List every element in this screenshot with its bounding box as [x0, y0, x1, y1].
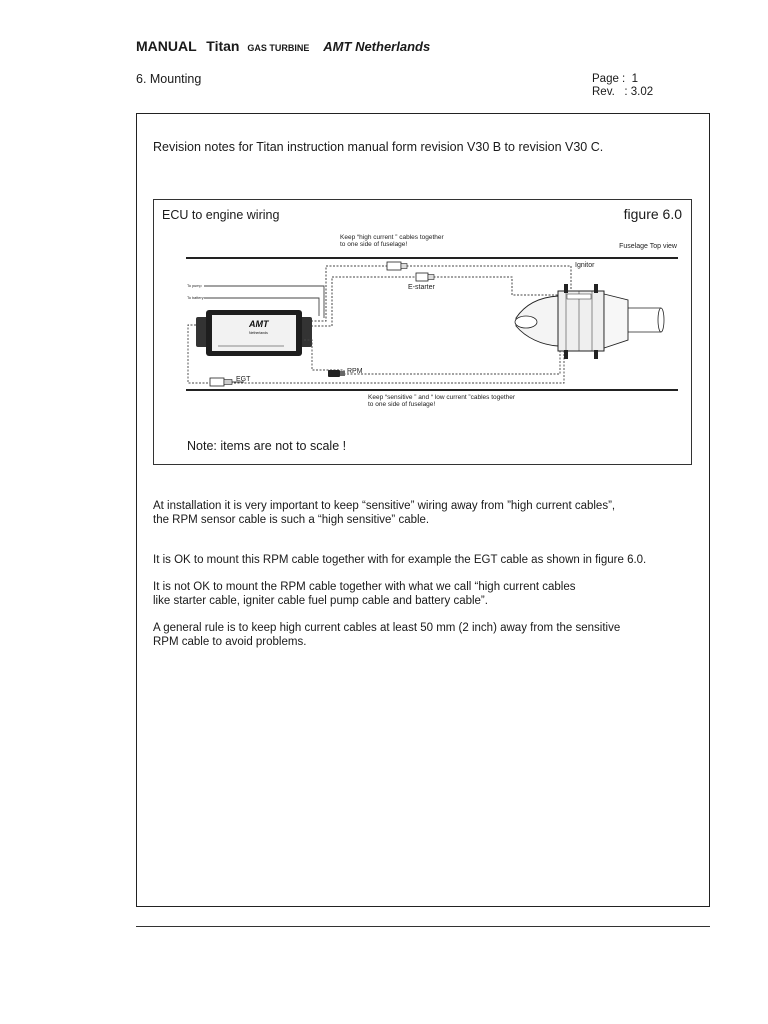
p4-line1: A general rule is to keep high current cables at least 50 mm (2 inch) away from the sensitive [153, 622, 621, 634]
turbine-engine [515, 284, 664, 359]
header-manual: MANUAL [136, 38, 197, 54]
header-product: Titan [206, 38, 240, 54]
ecu-unit [196, 310, 312, 356]
ecu-subtitle: Netherlands [249, 331, 268, 335]
header-brand: AMT Netherlands [323, 39, 431, 54]
note-top-line2: to one side of fuselage! [340, 241, 408, 248]
to-pump-label: To pump [187, 284, 202, 288]
figure-title: ECU to engine wiring [162, 208, 280, 222]
paragraph-ok-mount [153, 553, 646, 567]
paragraph-not-ok-mount [153, 580, 576, 608]
p1-line2: the RPM sensor cable is such a “high sensitive” cable. [153, 514, 430, 526]
rpm-label: RPM [347, 368, 363, 375]
rpm-connector [328, 370, 345, 377]
section-title: 6. Mounting [136, 72, 202, 86]
note-top-line1: Keep “high current ” cables together [340, 234, 444, 241]
footer-rule [136, 926, 710, 927]
figure-number: figure 6.0 [623, 206, 682, 222]
page-number: Page : 1 [592, 73, 639, 85]
estarter-connector [416, 273, 434, 281]
igniter-label: Ignitor [575, 262, 595, 269]
page-info [592, 73, 653, 99]
p3-line2: like starter cable, igniter cable fuel pump cable and battery cable”. [153, 595, 488, 607]
p1-line1: At installation it is very important to keep “sensitive” wiring away from ”high current cables”, [153, 500, 616, 512]
header-subtitle: GAS TURBINE [247, 43, 310, 53]
rpm-wire [304, 340, 560, 374]
to-battery-label: To battery [187, 296, 204, 300]
igniter-connector [387, 262, 407, 270]
p4-line2: RPM cable to avoid problems. [153, 636, 307, 648]
ecu-brand: AMT [249, 319, 269, 329]
revision-notes: Revision notes for Titan instruction manual form revision V30 B to revision V30 C. [153, 140, 604, 154]
egt-connector [210, 378, 232, 386]
document-header [136, 38, 430, 54]
figure-box [153, 199, 692, 465]
fuselage-view-label: Fuselage Top view [619, 243, 677, 250]
note-bottom-line2: to one side of fuselage! [368, 401, 436, 408]
p3-line1: It is not OK to mount the RPM cable together with what we call “high current cables [153, 581, 576, 593]
revision-number: Rev. : 3.02 [592, 86, 654, 98]
paragraph-sensitive-wiring [153, 499, 615, 527]
paragraph-general-rule [153, 621, 620, 649]
p2-line: It is OK to mount this RPM cable together with for example the EGT cable as shown in figure 6.0. [153, 554, 647, 566]
figure-note: Note: items are not to scale ! [187, 439, 347, 453]
egt-label: EGT [236, 376, 251, 383]
note-bottom-line1: Keep “sensitive ” and “ low current ”cables together [368, 394, 516, 401]
estarter-label: E-starter [408, 284, 435, 291]
wiring-diagram [154, 200, 691, 464]
